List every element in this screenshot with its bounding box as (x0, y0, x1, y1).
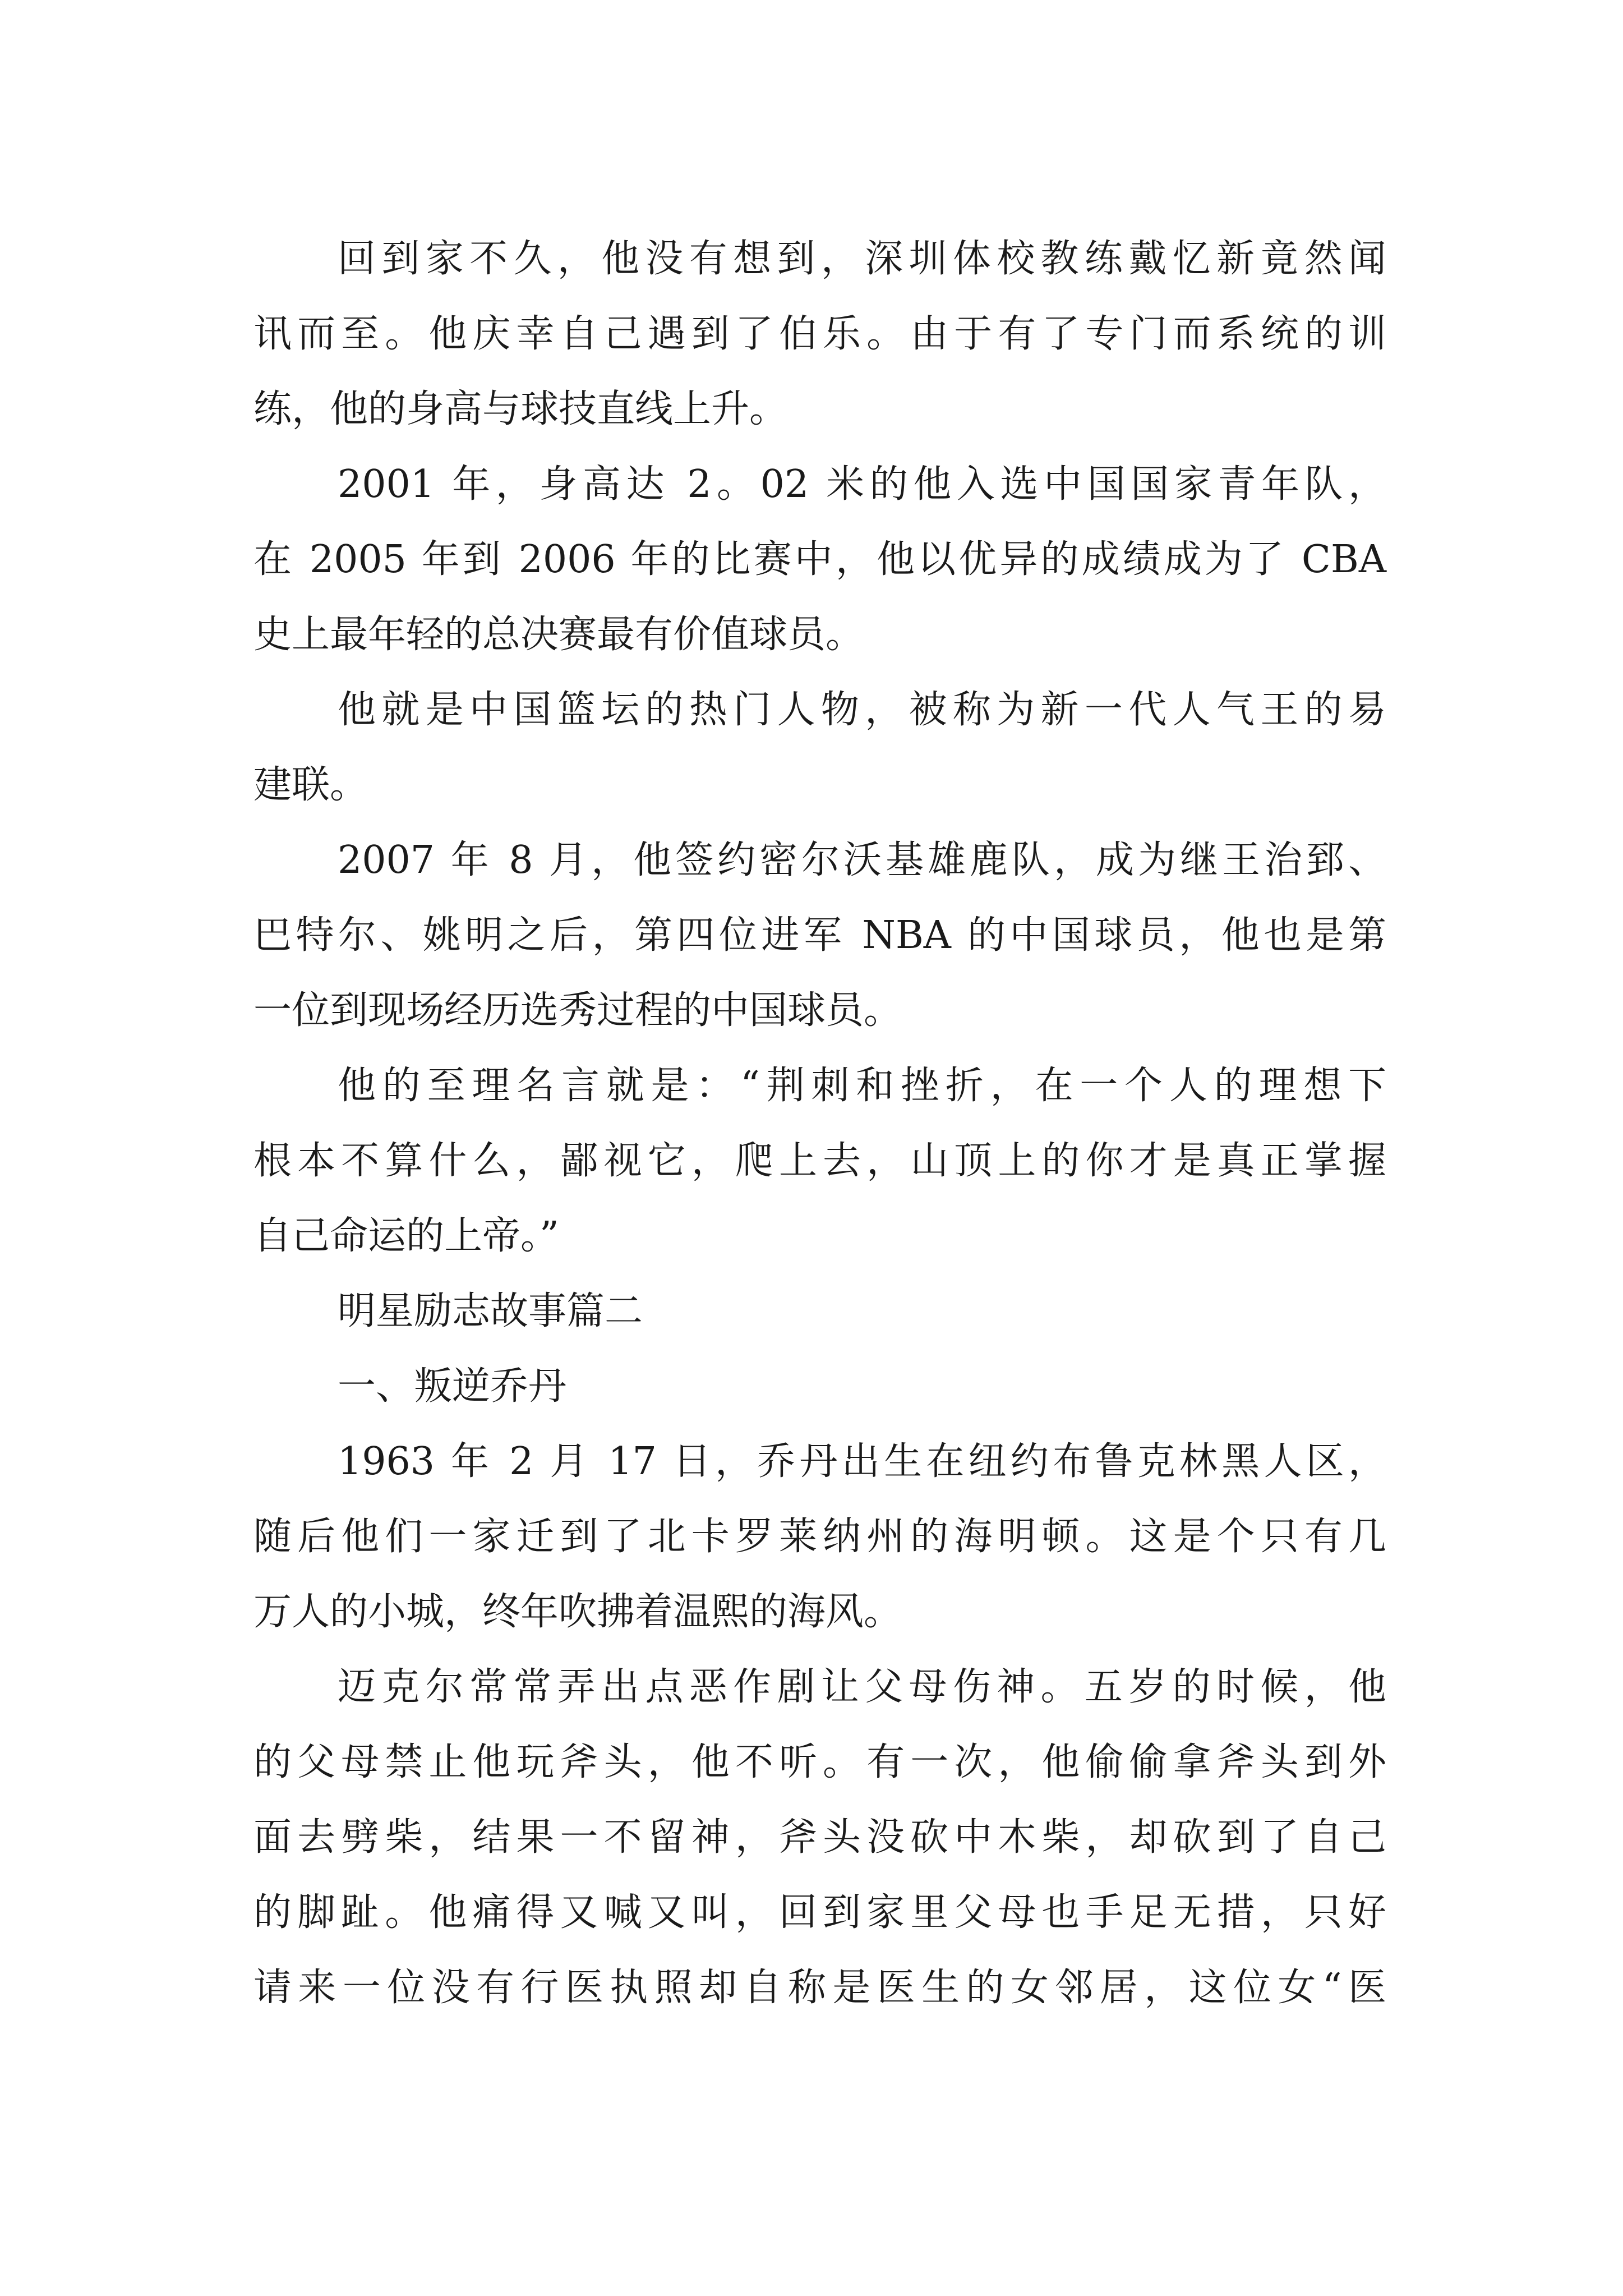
text-line: 万人的小城，终年吹拂着温熙的海风。 (253, 1590, 902, 1634)
text-line: 1963 年 2 月 17 日，乔丹出生在纽约布鲁克林黑人区， (338, 1439, 1386, 1484)
text-line: 自己命运的上帝。” (253, 1214, 559, 1258)
text-line: 迈克尔常常弄出点恶作剧让父母伤神。五岁的时候，他 (338, 1665, 1386, 1709)
text-line: 巴特尔、姚明之后，第四位进军 NBA 的中国球员，他也是第 (253, 913, 1386, 958)
text-line: 讯而至。他庆幸自己遇到了伯乐。由于有了专门而系统的训 (253, 312, 1386, 356)
text-line: 随后他们一家迁到了北卡罗莱纳州的海明顿。这是个只有几 (253, 1515, 1386, 1559)
text-line: 在 2005 年到 2006 年的比赛中，他以优异的成绩成为了 CBA (253, 537, 1386, 582)
text-line: 明星励志故事篇二 (338, 1289, 643, 1333)
text-line: 请来一位没有行医执照却自称是医生的女邻居，这位女“医 (253, 1966, 1386, 2010)
text-line: 一、叛逆乔丹 (338, 1364, 567, 1409)
text-line: 一位到现场经历选秀过程的中国球员。 (253, 988, 902, 1033)
text-line: 的脚趾。他痛得又喊又叫，回到家里父母也手足无措，只好 (253, 1890, 1386, 1935)
text-line: 根本不算什么，鄙视它，爬上去，山顶上的你才是真正掌握 (253, 1139, 1386, 1183)
text-line: 他的至理名言就是：“荆刺和挫折，在一个人的理想下 (338, 1064, 1386, 1108)
text-line: 回到家不久，他没有想到，深圳体校教练戴忆新竟然闻 (338, 237, 1386, 281)
text-line: 的父母禁止他玩斧头，他不听。有一次，他偷偷拿斧头到外 (253, 1740, 1386, 1784)
text-line: 史上最年轻的总决赛最有价值球员。 (253, 613, 864, 657)
body-text (253, 222, 1386, 2026)
text-line: 2007 年 8 月，他签约密尔沃基雄鹿队，成为继王治郅、 (338, 838, 1386, 882)
text-line: 面去劈柴，结果一不留神，斧头没砍中木柴，却砍到了自己 (253, 1815, 1386, 1860)
text-line: 他就是中国篮坛的热门人物，被称为新一代人气王的易 (338, 688, 1386, 732)
text-line: 建联。 (253, 763, 368, 807)
text-line: 练，他的身高与球技直线上升。 (253, 387, 788, 431)
text-line: 2001 年，身高达 2。02 米的他入选中国国家青年队， (338, 462, 1386, 507)
